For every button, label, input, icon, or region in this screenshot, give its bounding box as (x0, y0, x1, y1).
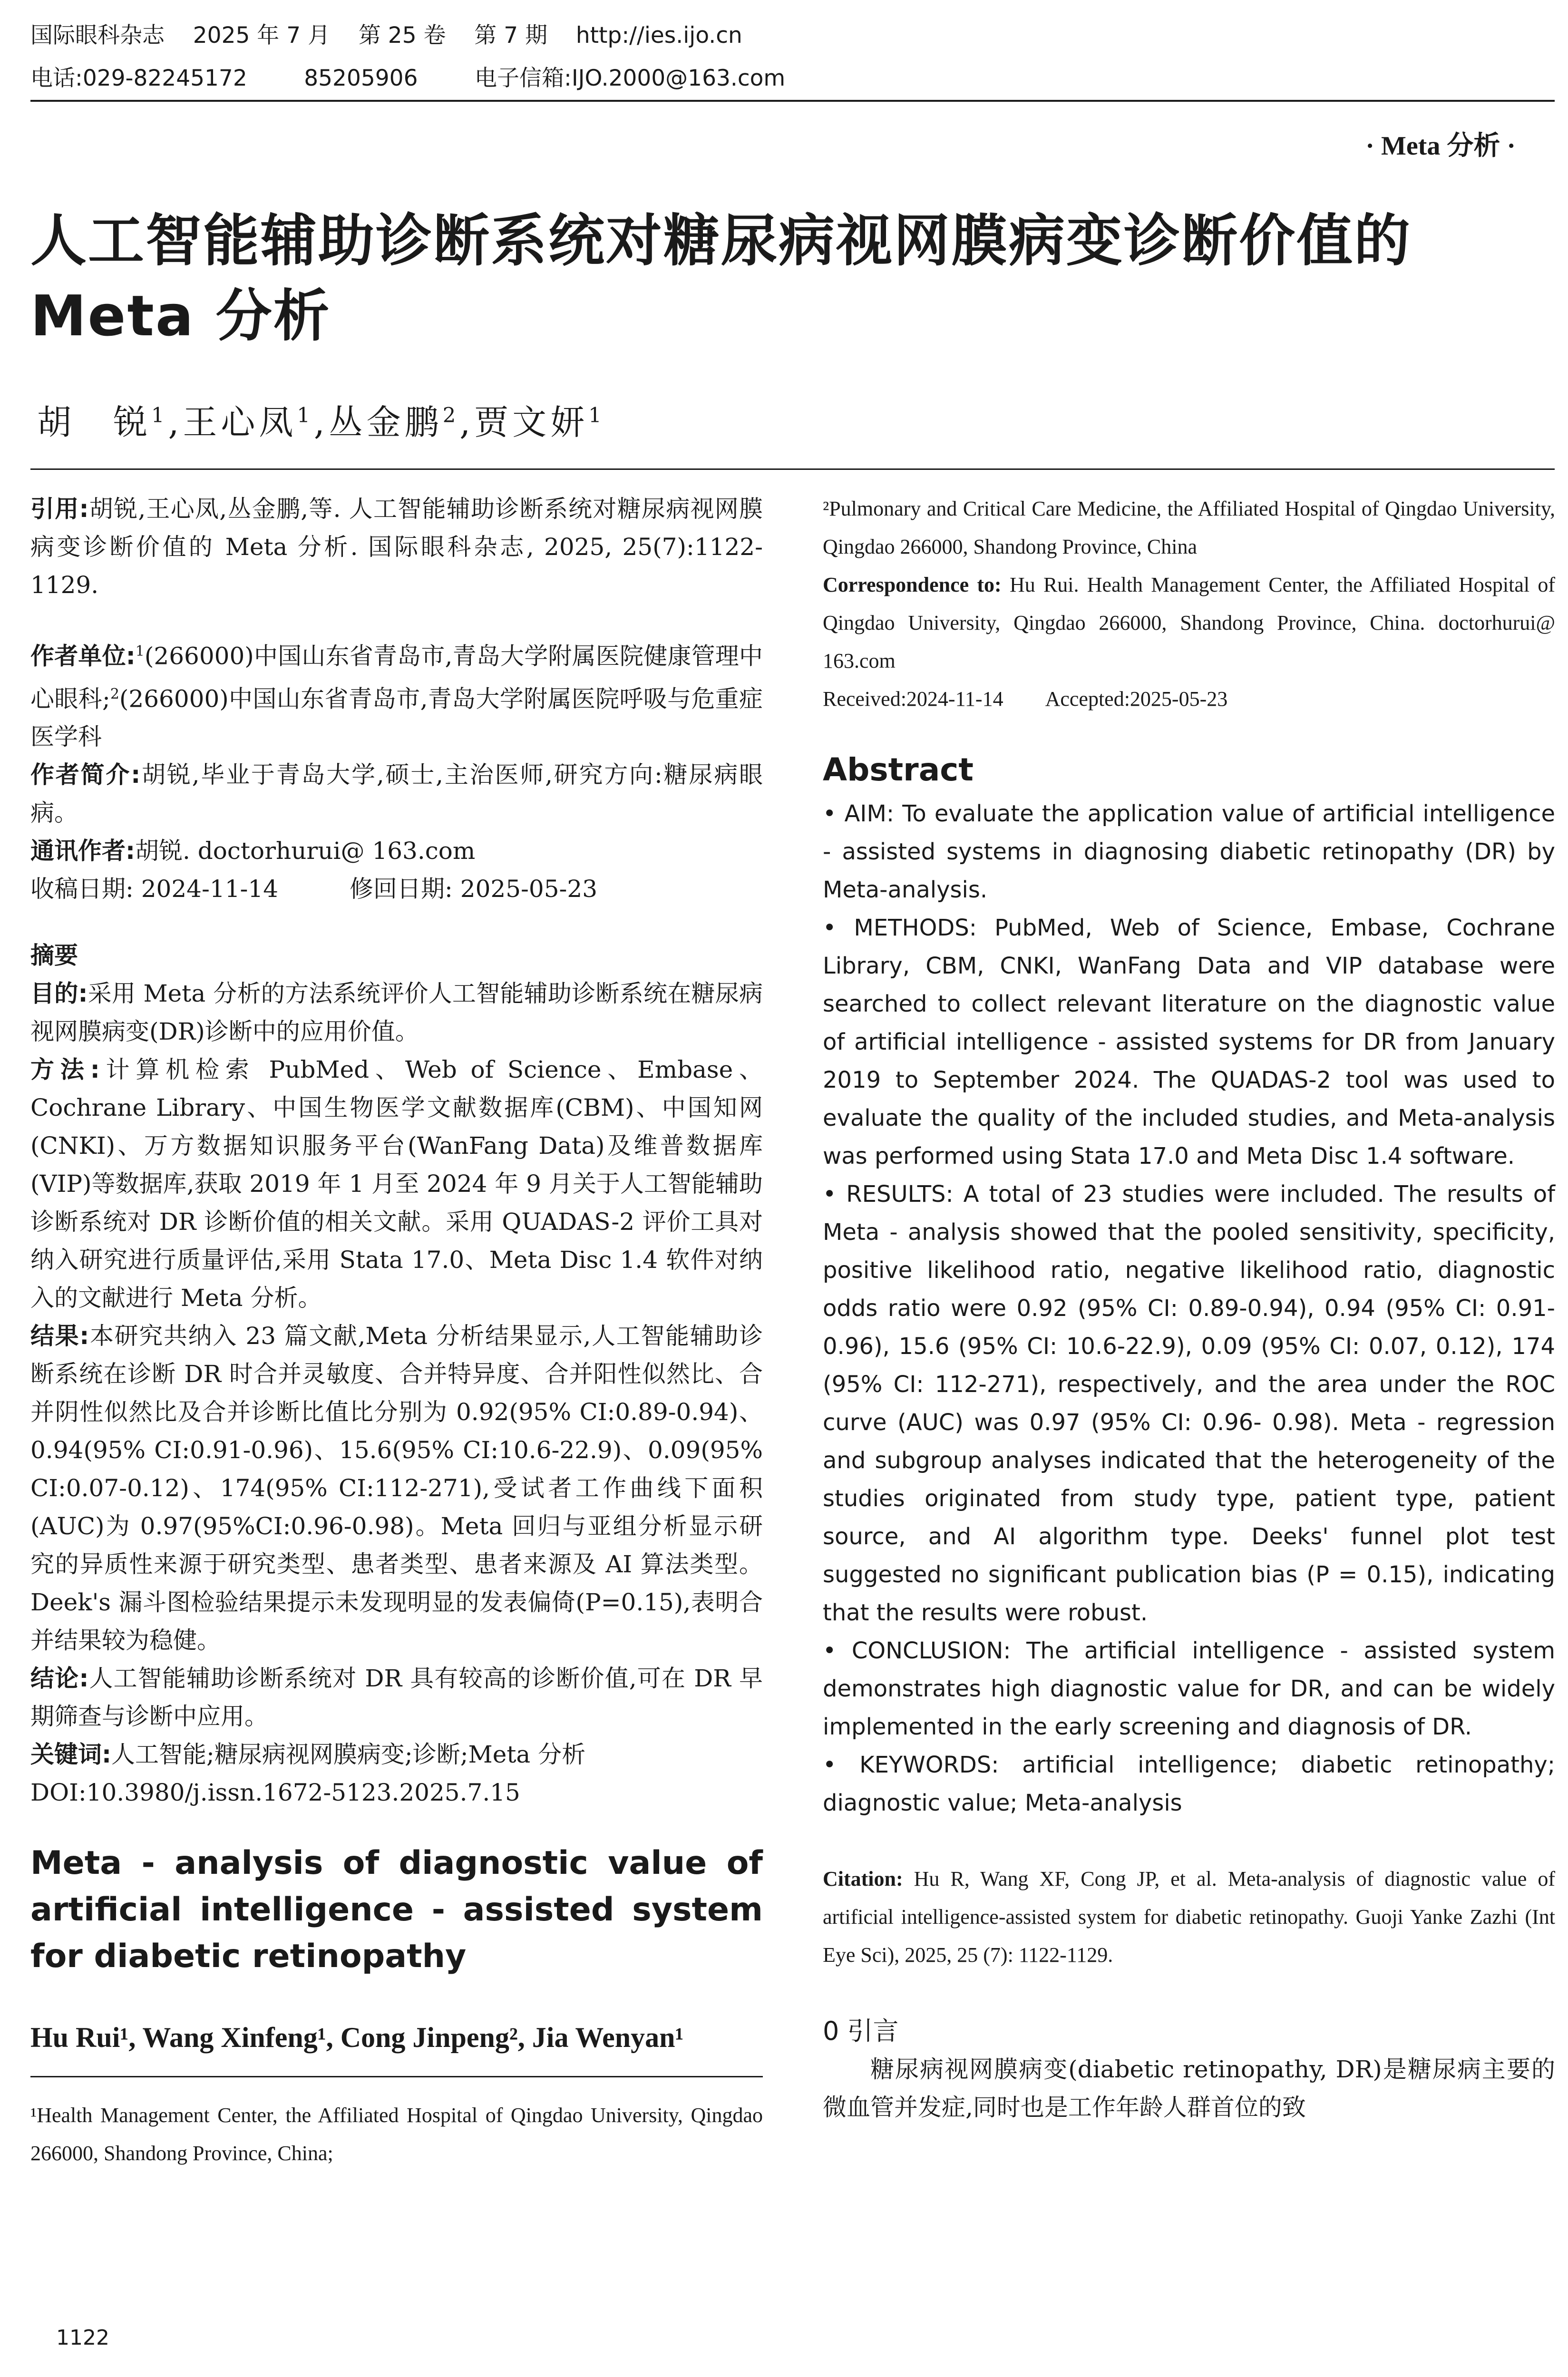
page-number: 1122 (56, 2326, 109, 2350)
dates-cn: 收稿日期: 2024-11-14 修回日期: 2025-05-23 (30, 875, 598, 903)
corresponding-author: 通讯作者:胡锐. doctorhurui@ 163.com (30, 837, 476, 865)
introduction-text: 糖尿病视网膜病变(diabetic retinopathy, DR)是糖尿病主要的微血管并发症,同时也是工作年龄人群首位的致 (823, 2056, 1555, 2121)
author-1: 胡 锐 (37, 402, 152, 442)
abstract-methods-en: • METHODS: PubMed, Web of Science, Embase, Cochrane Library, CBM, CNKI, WanFang Data and VIP database were searched to collect relevant literature on the diagnostic value of artificial intelligence - assisted systems for DR from January 2019 to September 2024. The QUADAS-2 tool was used to evaluate the quality of the included studies, and Meta-analysis was performed using Stata 17.0 and Meta Disc 1.4 software. (823, 915, 1556, 1169)
abstract-heading-cn: 摘要 (30, 942, 78, 970)
contact-info-line: 电话:029-82245172 85205906 电子信箱:IJO.2000@163.com (30, 65, 786, 91)
author-bio: 作者简介:胡锐,毕业于青岛大学,硕士,主治医师,研究方向:糖尿病眼病。 (30, 761, 763, 827)
keywords-en: • KEYWORDS: artificial intelligence; diabetic retinopathy; diagnostic value; Meta-analysis (823, 1752, 1556, 1816)
keywords-cn: 关键词:人工智能;糖尿病视网膜病变;诊断;Meta 分析 (30, 1741, 586, 1769)
abstract-aim-cn: 目的:采用 Meta 分析的方法系统评价人工智能辅助诊断系统在糖尿病视网膜病变(DR)诊断中的应用价值。 (30, 980, 763, 1046)
title-divider (30, 468, 1555, 470)
english-authors: Hu Rui¹, Wang Xinfeng¹, Cong Jinpeng², Jia Wenyan¹ (30, 2022, 684, 2054)
section-tag: · Meta 分析 · (1365, 131, 1516, 161)
abstract-methods-cn: 方法:计算机检索 PubMed、Web of Science、Embase、Cochrane Library、中国生物医学文献数据库(CBM)、中国知网(CNKI)、万方数据知识服务平台(WanFang Data)及维普数据库(VIP)等数据库,获取 2019 年 1 月至 2024 年 9 月关于人工智能辅助诊断系统对 DR 诊断价值的相关文献。采用 QUADAS-2 评价工具对纳入研究进行质量评估,采用 Stata 17.0、Meta Disc 1.4 软件对纳入的文献进行 Meta 分析。 (30, 1056, 763, 1312)
affiliation-footnote-1: ¹Health Management Center, the Affiliated Hospital of Qingdao University, Qingdao 266000, Shandong Province, China; (30, 2104, 763, 2165)
journal-info-line: 国际眼科杂志 2025 年 7 月 第 25 卷 第 7 期 http://ies.ijo.cn (30, 22, 742, 49)
author-2: 王心凤 (183, 402, 297, 442)
abstract-heading-en: Abstract (823, 751, 974, 788)
article-title-line-2: Meta 分析 (30, 283, 331, 349)
abstract-conclusion-en: • CONCLUSION: The artificial intelligence - assisted system demonstrates high diagnostic value for DR, and can be widely implemented in the early screening and diagnosis of DR. (823, 1637, 1555, 1740)
author-3: 丛金鹏 (328, 402, 443, 442)
left-column (30, 490, 763, 2172)
correspondence-en: Correspondence to: Hu Rui. Health Management Center, the Affiliated Hospital of Qingdao University, Qingdao 266000, Shandong Province, China. doctorhurui@ 163.com (823, 573, 1556, 672)
citation-cn: 引用:胡锐,王心凤,丛金鹏,等. 人工智能辅助诊断系统对糖尿病视网膜病变诊断价值的 Meta 分析. 国际眼科杂志, 2025, 25(7):1122-1129. (30, 495, 763, 599)
author-list: 胡 锐$^1$,王心凤$^1$,丛金鹏$^2$,贾文妍$^1$ (37, 402, 605, 442)
abstract-results-en: • RESULTS: A total of 23 studies were included. The results of Meta - analysis showed that the pooled sensitivity, specificity, positive likelihood ratio, negative likelihood ratio, diagnostic odds ratio were 0.92 (95% CI: 0.89-0.94), 0.94 (95% CI: 0.91-0.96), 15.6 (95% CI: 10.6-22.9), 0.09 (95% CI: 0.07, 0.12), 174 (95% CI: 112-271), respectively, and the area under the ROC curve (AUC) was 0.97 (95% CI: 0.96- 0.98). Meta - regression and subgroup analyses indicated that the heterogeneity of the studies originated from study type, patient type, patient source, and AI algorithm type. Deeks' funnel plot test suggested no significant publication bias (P = 0.15), indicating that the results were robust. (823, 1181, 1555, 1626)
introduction-heading: 0 引言 (823, 2016, 899, 2046)
affiliations-cn: 作者单位:$^1$(266000)中国山东省青岛市,青岛大学附属医院健康管理中心眼科;$^2$(266000)中国山东省青岛市,青岛大学附属医院呼吸与危重症医学科 (30, 642, 763, 751)
article-title-line-1: 人工智能辅助诊断系统对糖尿病视网膜病变诊断价值的 (30, 208, 1412, 273)
header-rule (30, 100, 1555, 102)
author-4: 贾文妍 (474, 402, 589, 442)
affiliation-footnote-2: ²Pulmonary and Critical Care Medicine, the Affiliated Hospital of Qingdao University, Qingdao 266000, Shandong Province, China (823, 497, 1555, 558)
right-column (823, 490, 1555, 2126)
english-title: Meta - analysis of diagnostic value of artificial intelligence - assisted system for diabetic retinopathy (30, 1844, 763, 1976)
citation-en: Citation: Hu R, Wang XF, Cong JP, et al. Meta-analysis of diagnostic value of artificial intelligence-assisted system for diabetic retinopathy. Guoji Yanke Zazhi (Int Eye Sci), 2025, 25 (7): 1122-1129. (823, 1867, 1555, 1967)
received-accepted: Received:2024-11-14 Accepted:2025-05-23 (823, 687, 1228, 711)
abstract-conclusion-cn: 结论:人工智能辅助诊断系统对 DR 具有较高的诊断价值,可在 DR 早期筛查与诊断中应用。 (30, 1665, 763, 1731)
abstract-results-cn: 结果:本研究共纳入 23 篇文献,Meta 分析结果显示,人工智能辅助诊断系统在诊断 DR 时合并灵敏度、合并特异度、合并阳性似然比、合并阴性似然比及合并诊断比值比分别为 0.92(95% CI:0.89-0.94)、0.94(95% CI:0.91-0.96)、15.6(95% CI:10.6-22.9)、0.09(95% CI:0.07-0.12)、174(95% CI:112-271),受试者工作曲线下面积(AUC)为 0.97(95%CI:0.96-0.98)。Meta 回归与亚组分析显示研究的异质性来源于研究类型、患者类型、患者来源及 AI 算法类型。Deek's 漏斗图检验结果提示未发现明显的发表偏倚(P=0.15),表明合并结果较为稳健。 (30, 1322, 763, 1655)
abstract-aim-en: • AIM: To evaluate the application value of artificial intelligence - assisted systems in diagnosing diabetic retinopathy (DR) by Meta-analysis. (823, 800, 1556, 903)
doi: DOI:10.3980/j.issn.1672-5123.2025.7.15 (30, 1779, 520, 1807)
footnote-rule (30, 2076, 763, 2077)
